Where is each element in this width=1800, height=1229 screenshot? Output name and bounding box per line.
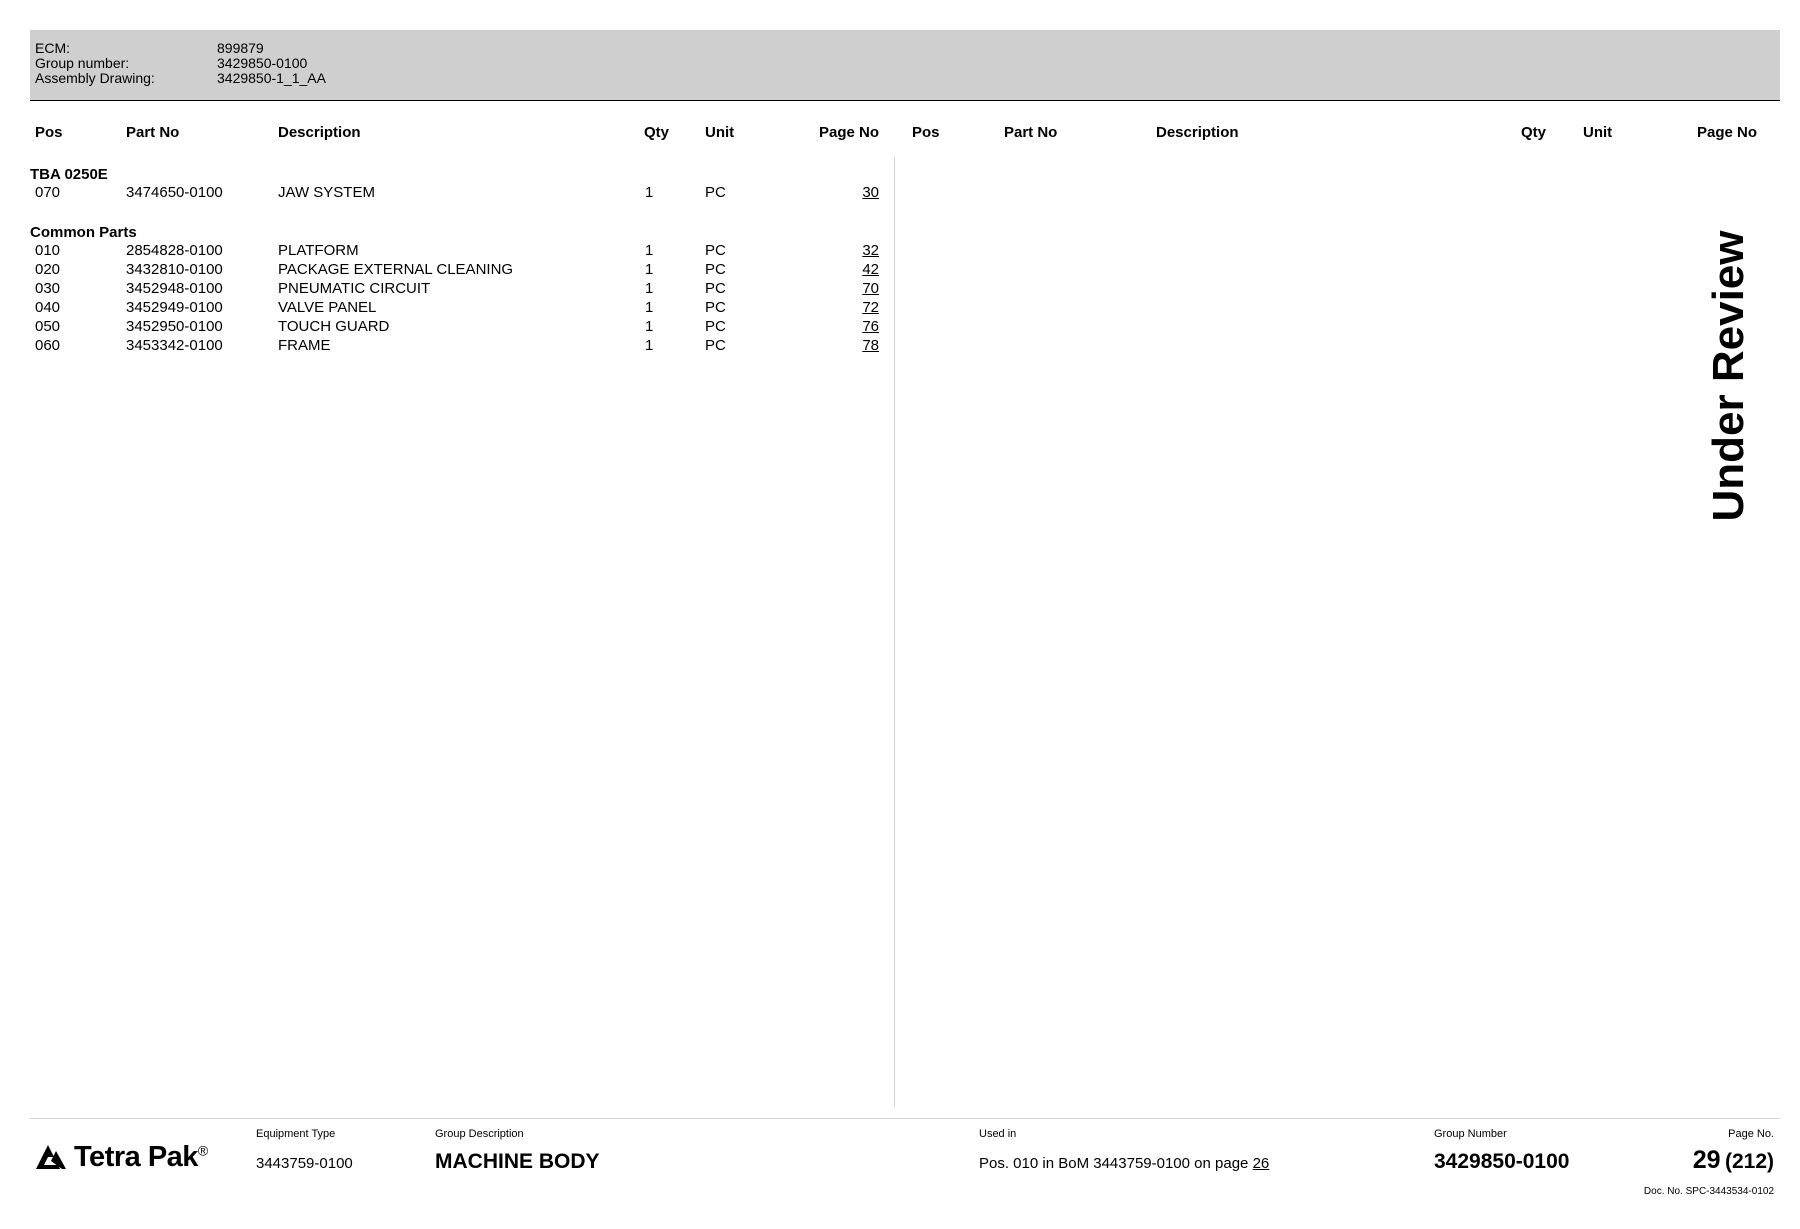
- row-page-link[interactable]: 30: [862, 184, 879, 201]
- col-description-right: Description: [1156, 124, 1239, 141]
- logo-wordmark: Tetra Pak®: [74, 1140, 208, 1173]
- row-pos: 010: [35, 242, 61, 259]
- watermark-text: Under Review: [1704, 230, 1753, 522]
- used-in-page-link[interactable]: 26: [1252, 1155, 1270, 1172]
- row-pos: 040: [35, 299, 61, 316]
- row-pos: 020: [35, 261, 61, 278]
- row-page-link[interactable]: 70: [862, 280, 879, 297]
- row-page-link[interactable]: 76: [862, 318, 879, 335]
- row-page-link[interactable]: 78: [862, 337, 879, 354]
- group-description-value: MACHINE BODY: [435, 1150, 600, 1173]
- footer-divider: [30, 1118, 1780, 1119]
- col-qty: Qty: [644, 124, 670, 141]
- row-unit: PC: [705, 261, 726, 278]
- row-description: PLATFORM: [278, 242, 359, 259]
- row-part-no: 3432810-0100: [126, 261, 223, 278]
- row-part-no: 3474650-0100: [126, 184, 223, 201]
- used-in-label: Used in: [979, 1128, 1017, 1140]
- used-in-text: Pos. 010 in BoM 3443759-0100 on page: [979, 1155, 1249, 1172]
- group-number-value: 3429850-0100: [217, 55, 308, 71]
- col-part-no-right: Part No: [1004, 124, 1058, 141]
- row-description: VALVE PANEL: [278, 299, 377, 316]
- col-page-no: Page No: [818, 124, 879, 141]
- row-page-link[interactable]: 72: [862, 299, 879, 316]
- row-part-no: 2854828-0100: [126, 242, 223, 259]
- row-page-link[interactable]: 42: [862, 261, 879, 278]
- col-unit-right: Unit: [1583, 124, 1613, 141]
- row-page-link[interactable]: 32: [862, 242, 879, 259]
- row-unit: PC: [705, 318, 726, 335]
- ecm-value: 899879: [217, 40, 264, 56]
- row-pos: 030: [35, 280, 61, 297]
- row-description: PNEUMATIC CIRCUIT: [278, 280, 431, 297]
- row-part-no: 3452950-0100: [126, 318, 223, 335]
- col-description: Description: [278, 124, 361, 141]
- row-description: JAW SYSTEM: [278, 184, 375, 201]
- row-qty: 1: [645, 280, 654, 297]
- row-pos: 070: [35, 184, 61, 201]
- row-part-no: 3452949-0100: [126, 299, 223, 316]
- equipment-type-value: 3443759-0100: [256, 1155, 353, 1172]
- group-description-label: Group Description: [435, 1128, 524, 1140]
- row-part-no: 3452948-0100: [126, 280, 223, 297]
- section-title: Common Parts: [30, 224, 137, 241]
- page-total: (212): [1724, 1150, 1774, 1173]
- group-number-footer-label: Group Number: [1434, 1128, 1507, 1140]
- row-unit: PC: [705, 299, 726, 316]
- column-divider: [894, 157, 895, 1107]
- row-description: PACKAGE EXTERNAL CLEANING: [278, 261, 514, 278]
- row-qty: 1: [645, 299, 654, 316]
- row-unit: PC: [705, 337, 726, 354]
- row-pos: 050: [35, 318, 61, 335]
- col-pos: Pos: [35, 124, 63, 141]
- row-unit: PC: [705, 184, 726, 201]
- col-qty-right: Qty: [1521, 124, 1547, 141]
- row-unit: PC: [705, 242, 726, 259]
- used-in-value: [979, 1155, 1269, 1172]
- col-page-no-right: Page No: [1696, 124, 1757, 141]
- header-band: [30, 30, 1780, 101]
- page-no-value: [1600, 1146, 1774, 1175]
- section-title: TBA 0250E: [30, 166, 108, 183]
- row-qty: 1: [645, 337, 654, 354]
- assembly-drawing-value: 3429850-1_1_AA: [217, 70, 326, 86]
- col-part-no: Part No: [126, 124, 180, 141]
- group-number-footer-value: 3429850-0100: [1434, 1150, 1570, 1173]
- row-qty: 1: [645, 184, 654, 201]
- equipment-type-label: Equipment Type: [256, 1128, 336, 1140]
- tetra-pak-logo: [34, 1140, 208, 1174]
- row-qty: 1: [645, 318, 654, 335]
- row-part-no: 3453342-0100: [126, 337, 223, 354]
- col-pos-right: Pos: [912, 124, 940, 141]
- row-unit: PC: [705, 280, 726, 297]
- page-no-label: Page No.: [1728, 1128, 1774, 1140]
- row-qty: 1: [645, 242, 654, 259]
- ecm-label: ECM:: [35, 40, 70, 56]
- row-pos: 060: [35, 337, 61, 354]
- group-number-label: Group number:: [35, 55, 130, 71]
- doc-number: Doc. No. SPC-3443534-0102: [1643, 1186, 1774, 1197]
- row-qty: 1: [645, 261, 654, 278]
- assembly-drawing-label: Assembly Drawing:: [35, 70, 155, 86]
- page-number: 29: [1692, 1146, 1721, 1174]
- row-description: FRAME: [278, 337, 331, 354]
- col-unit: Unit: [705, 124, 735, 141]
- tetra-pak-logo-icon: [34, 1143, 68, 1171]
- row-description: TOUCH GUARD: [278, 318, 390, 335]
